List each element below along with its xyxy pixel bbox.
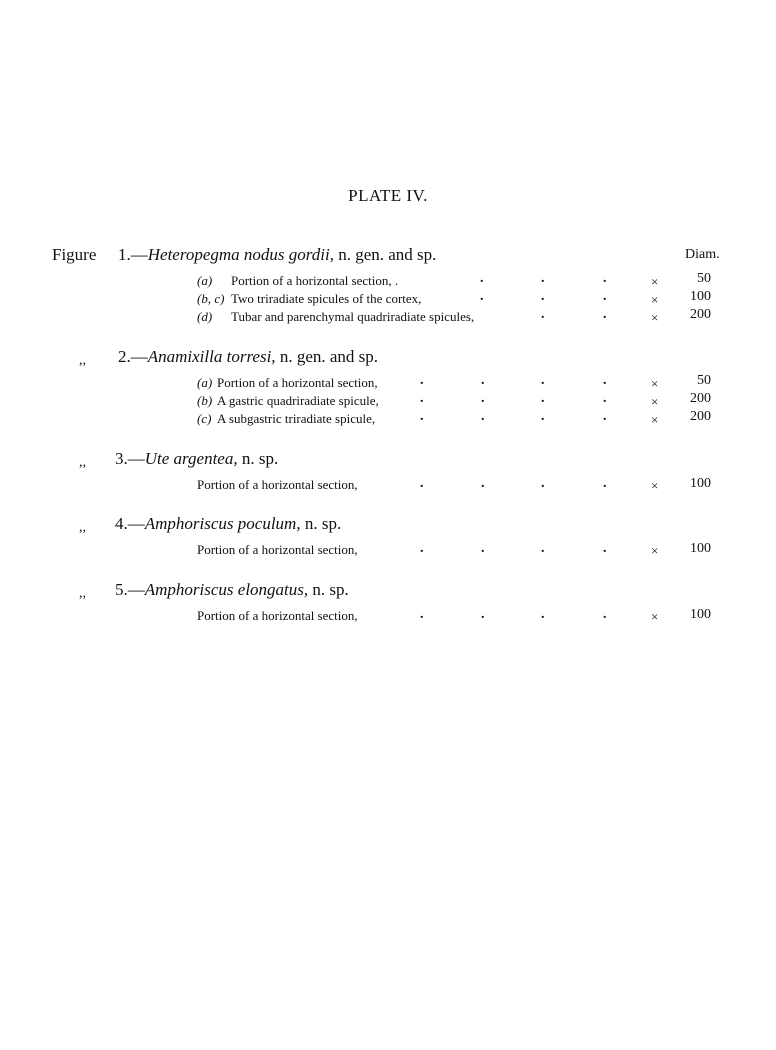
figure-1-title [118, 245, 436, 265]
ditto-mark: ,, [79, 353, 86, 368]
figure-5-title [115, 580, 349, 600]
figure-taxon: Ute argentea, [144, 449, 238, 468]
item-description: Tubar and parenchymal quadriradiate spicules, [231, 309, 475, 324]
item-description: Portion of a horizontal section, [197, 608, 358, 623]
figure-suffix: n. sp. [237, 449, 279, 468]
magnification-value: 100 [690, 607, 711, 622]
leader-dot: . [603, 271, 607, 286]
magnification-value: 200 [690, 307, 711, 322]
item-description: Portion of a horizontal section, [197, 542, 358, 557]
leader-dot: . [603, 391, 607, 406]
leader-dot: . [603, 607, 607, 622]
leader-dot: . [603, 373, 607, 388]
leader-dot: . [541, 391, 545, 406]
figure-number: 2.— [118, 347, 148, 366]
figure-number: 5.— [115, 580, 145, 599]
figure-suffix: n. sp. [308, 580, 349, 599]
leader-dot: . [420, 391, 424, 406]
figure-number: 3.— [115, 449, 145, 468]
diam-header: Diam. [685, 247, 720, 262]
item-letter: (b) [197, 393, 213, 408]
times-sign: × [651, 376, 659, 391]
figure-suffix: n. sp. [300, 514, 342, 533]
leader-dot: . [481, 541, 485, 556]
magnification-value: 50 [697, 373, 711, 388]
leader-dot: . [481, 391, 485, 406]
leader-dot: . [481, 373, 485, 388]
ditto-mark: ,, [79, 520, 86, 535]
magnification-value: 200 [690, 391, 711, 406]
item-description: Portion of a horizontal section, . [231, 273, 399, 288]
times-sign: × [651, 310, 659, 325]
times-sign: × [651, 609, 659, 624]
figure-3-title [115, 449, 278, 469]
leader-dot: . [603, 476, 607, 491]
leader-dot: . [541, 409, 545, 424]
figure-taxon: Amphoriscus poculum, [144, 514, 301, 533]
leader-dot: . [420, 476, 424, 491]
leader-dot: . [603, 409, 607, 424]
figure-number: 4.— [115, 514, 145, 533]
leader-dot: . [480, 289, 484, 304]
item-description: Portion of a horizontal section, [217, 375, 378, 390]
item-description: Portion of a horizontal section, [197, 477, 358, 492]
leader-dot: . [541, 541, 545, 556]
times-sign: × [651, 543, 659, 558]
figure-item-row [197, 411, 375, 427]
figure-suffix: n. gen. and sp. [333, 245, 437, 264]
times-sign: × [651, 412, 659, 427]
times-sign: × [651, 394, 659, 409]
leader-dot: . [480, 271, 484, 286]
figure-label: Figure [52, 245, 97, 264]
figure-4-title [115, 514, 341, 534]
leader-dot: . [420, 373, 424, 388]
magnification-value: 50 [697, 271, 711, 286]
figure-2-title [118, 347, 378, 367]
leader-dot: . [541, 373, 545, 388]
item-description: Two triradiate spicules of the cortex, [231, 291, 422, 306]
times-sign: × [651, 274, 659, 289]
leader-dot: . [603, 541, 607, 556]
figure-taxon: Amphoriscus elongatus, [144, 580, 309, 599]
item-description: A gastric quadriradiate spicule, [217, 393, 379, 408]
leader-dot: . [481, 409, 485, 424]
item-letter: (a) [197, 273, 213, 288]
item-letter: (b, c) [197, 291, 225, 306]
ditto-mark: ,, [79, 455, 86, 470]
leader-dot: . [603, 289, 607, 304]
times-sign: × [651, 292, 659, 307]
leader-dot: . [603, 307, 607, 322]
times-sign: × [651, 478, 659, 493]
item-description: A subgastric triradiate spicule, [217, 411, 376, 426]
leader-dot: . [420, 607, 424, 622]
figure-item-row [197, 375, 378, 391]
figure-taxon: Anamixilla torresi, [147, 347, 276, 366]
item-letter: (a) [197, 375, 213, 390]
magnification-value: 100 [690, 289, 711, 304]
figure-number: 1.— [118, 245, 148, 264]
leader-dot: . [541, 289, 545, 304]
leader-dot: . [541, 476, 545, 491]
plate-title: PLATE IV. [348, 186, 428, 205]
figure-suffix: n. gen. and sp. [275, 347, 379, 366]
magnification-value: 200 [690, 409, 711, 424]
figure-item-row [197, 273, 398, 289]
leader-dot: . [420, 409, 424, 424]
leader-dot: . [481, 476, 485, 491]
leader-dot: . [481, 607, 485, 622]
ditto-mark: ,, [79, 586, 86, 601]
figure-item-row [197, 393, 379, 409]
magnification-value: 100 [690, 541, 711, 556]
leader-dot: . [541, 307, 545, 322]
leader-dot: . [541, 271, 545, 286]
figure-item-row [197, 309, 474, 325]
leader-dot: . [420, 541, 424, 556]
magnification-value: 100 [690, 476, 711, 491]
figure-taxon: Heteropegma nodus gordii, [147, 245, 334, 264]
figure-item-row [197, 291, 421, 307]
item-letter: (d) [197, 309, 213, 324]
item-letter: (c) [197, 411, 212, 426]
leader-dot: . [541, 607, 545, 622]
